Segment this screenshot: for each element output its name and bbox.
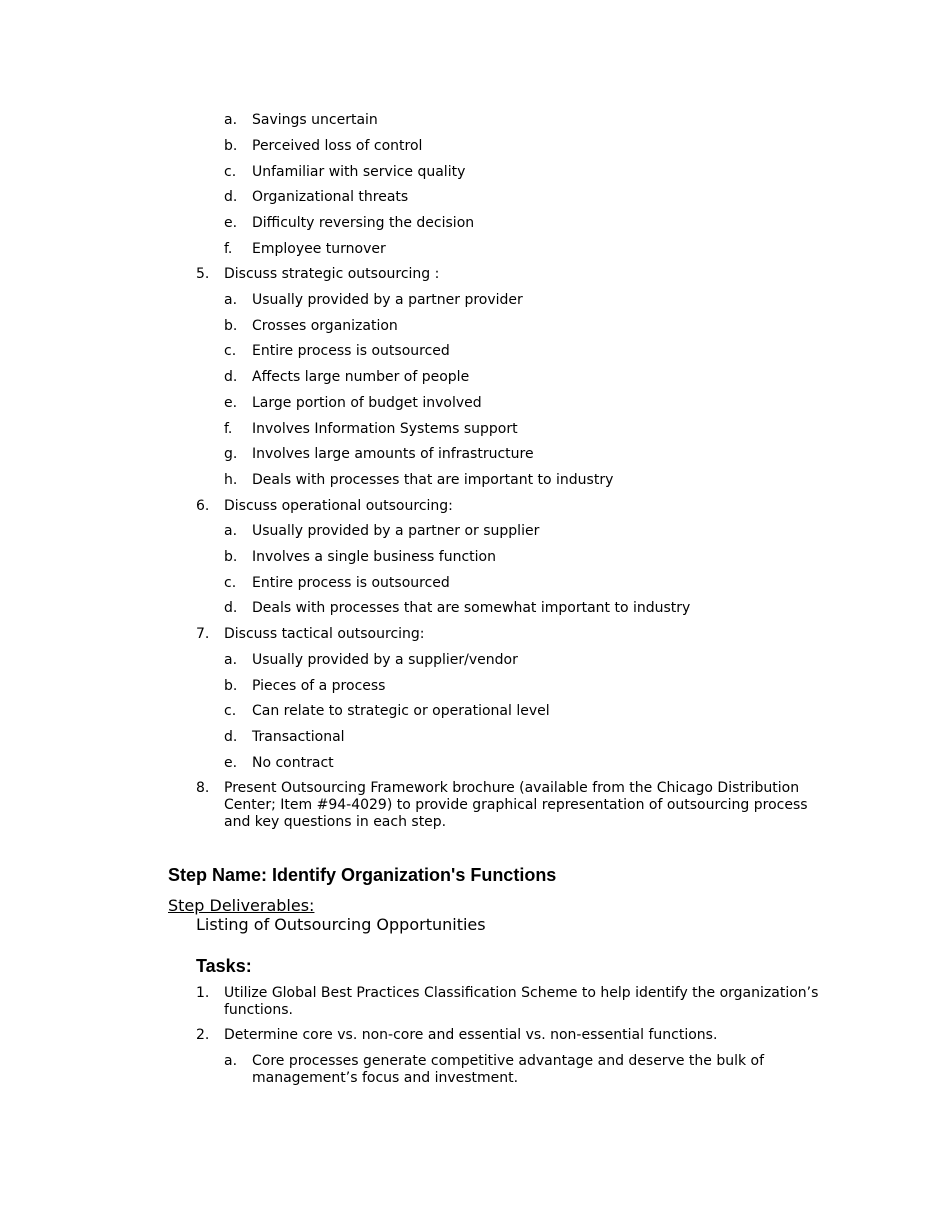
list-item-text: Involves large amounts of infrastructure [252,446,534,462]
list-item-text: Deals with processes that are somewhat important to industry [252,600,691,616]
list-item-text: Employee turnover [252,241,386,257]
task-item-text: Determine core vs. non-core and essential vs. non-essential functions. [224,1027,718,1043]
step-heading: Step Name: Identify Organization's Functions [168,865,557,885]
list-marker: e. [224,395,238,411]
list-marker: a. [224,652,238,668]
list-marker: c. [224,164,237,180]
list-number: 5. [196,266,210,282]
list-marker: g. [224,446,238,462]
list-item-text: Core processes generate competitive advantage and deserve the bulk of management’s focus and investment. [252,1053,765,1086]
list-item-text: Pieces of a process [252,678,386,694]
deliverables-label: Step Deliverables: [168,896,315,915]
deliverables-text: Listing of Outsourcing Opportunities [196,915,486,934]
list-item-text: Affects large number of people [252,369,470,385]
list-marker: a. [224,1053,238,1069]
list-number: 6. [196,498,210,514]
list-item-text: Savings uncertain [252,112,378,128]
list-item-text: Deals with processes that are important to industry [252,472,614,488]
numbered-item-text: Discuss operational outsourcing: [224,498,453,514]
list-item-text: Entire process is outsourced [252,343,450,359]
list-item-text: Organizational threats [252,189,409,205]
list-number: 7. [196,626,210,642]
list-item-text: Large portion of budget involved [252,395,482,411]
list-item-text: Unfamiliar with service quality [252,164,466,180]
task-item-text: Utilize Global Best Practices Classification Scheme to help identify the organization’s functions. [224,985,819,1018]
list-marker: e. [224,755,238,771]
list-marker: f. [224,241,233,257]
numbered-item-text: Discuss tactical outsourcing: [224,626,425,642]
list-item-text: Involves Information Systems support [252,421,518,437]
list-item-text: Usually provided by a partner or supplier [252,523,540,539]
list-marker: a. [224,523,238,539]
list-item-text: Entire process is outsourced [252,575,450,591]
list-marker: h. [224,472,238,488]
numbered-item-text: Present Outsourcing Framework brochure (available from the Chicago Distribution Center; Item #94-4029) to provide graphical representation of outsourcing process and key questions in each step. [224,780,808,830]
list-item-text: Involves a single business function [252,549,496,565]
list-item-text: No contract [252,755,334,771]
list-marker: d. [224,189,238,205]
list-marker: f. [224,421,233,437]
list-number: 1. [196,985,210,1001]
list-marker: b. [224,549,238,565]
list-marker: a. [224,112,238,128]
numbered-item-text: Discuss strategic outsourcing : [224,266,440,282]
list-marker: d. [224,600,238,616]
list-marker: c. [224,343,237,359]
list-item-text: Perceived loss of control [252,138,423,154]
list-item-text: Difficulty reversing the decision [252,215,475,231]
list-marker: c. [224,575,237,591]
list-marker: e. [224,215,238,231]
list-item-text: Can relate to strategic or operational level [252,703,550,719]
list-marker: a. [224,292,238,308]
list-marker: b. [224,678,238,694]
list-number: 8. [196,780,210,796]
list-marker: b. [224,138,238,154]
list-marker: d. [224,369,238,385]
list-marker: c. [224,703,237,719]
tasks-heading: Tasks: [196,956,252,976]
list-item-text: Transactional [252,729,345,745]
list-marker: b. [224,318,238,334]
list-item-text: Usually provided by a partner provider [252,292,523,308]
list-number: 2. [196,1027,210,1043]
list-item-text: Usually provided by a supplier/vendor [252,652,518,668]
list-marker: d. [224,729,238,745]
list-item-text: Crosses organization [252,318,398,334]
